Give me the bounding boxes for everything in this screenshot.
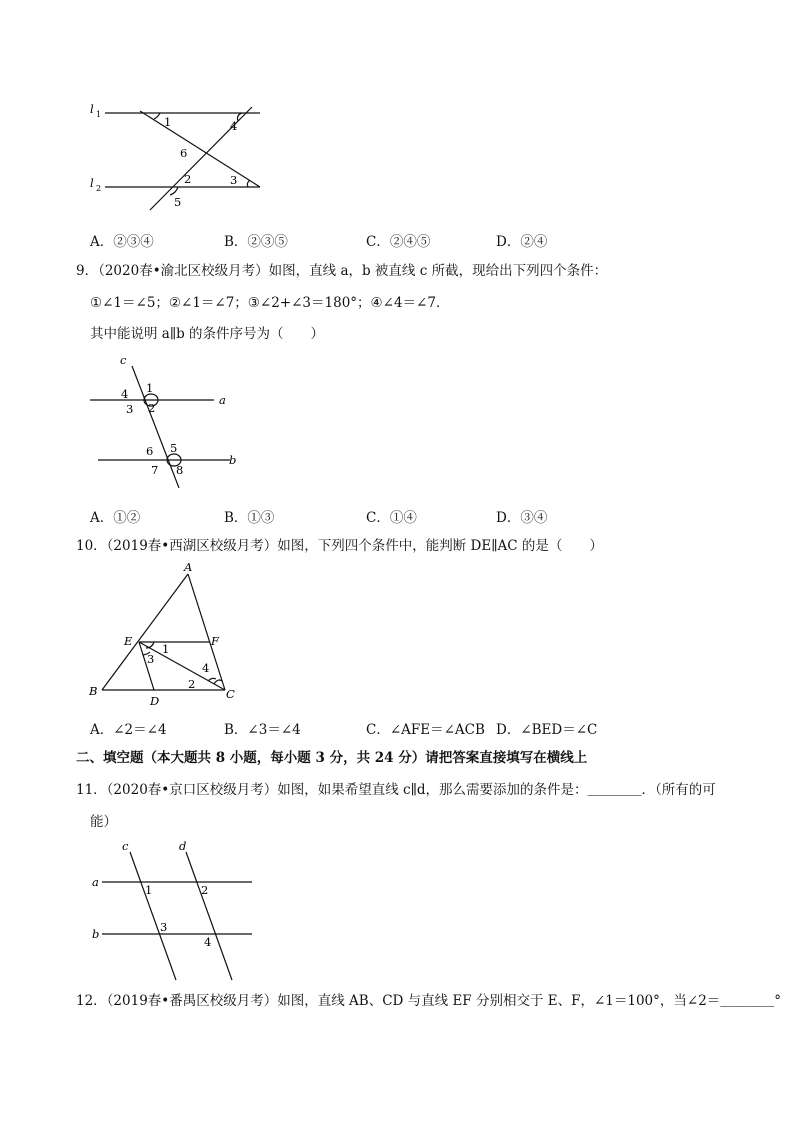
fig-label: 1 <box>164 115 172 129</box>
fig-label: B <box>89 684 98 698</box>
fig-label: d <box>179 839 187 853</box>
fig-label: 1 <box>145 883 153 897</box>
q9-stem: 9．（2020春•渝北区校级月考）如图，直线 a，b 被直线 c 所截，现给出下列四个条件： <box>76 263 608 279</box>
fig-label: 1 <box>146 381 154 395</box>
fig-label: 3 <box>160 920 168 934</box>
fig-label: 3 <box>230 173 238 187</box>
fig-label: b <box>92 927 100 941</box>
q9-choice-a: A．①② <box>90 510 141 526</box>
q8-choice-d: D．②④ <box>496 234 548 250</box>
figure-q8 <box>80 95 280 220</box>
q9-question: 其中能说明 a∥b 的条件序号为（ ） <box>90 326 325 342</box>
q10-choice-d: D．∠BED＝∠C <box>496 722 598 738</box>
fig-label: 5 <box>170 441 178 455</box>
fig-label: 4 <box>202 661 210 675</box>
figure-q9 <box>84 350 254 495</box>
q10-stem: 10．（2019春•西湖区校级月考）如图，下列四个条件中，能判断 DE∥AC 的是（ ） <box>76 538 603 554</box>
q9-conditions: ①∠1＝∠5；②∠1＝∠7；③∠2+∠3＝180°；④∠4＝∠7． <box>90 295 450 311</box>
figure-q11 <box>84 836 264 986</box>
q10-choice-a: A．∠2＝∠4 <box>90 722 167 738</box>
fig-label: 4 <box>204 935 212 949</box>
fig-label: a <box>219 393 226 407</box>
q11-stem: 11．（2020春•京口区校级月考）如图，如果希望直线 c∥d，那么需要添加的条件是：＿＿＿＿．（所有的可 <box>76 782 716 798</box>
q10-choice-c: C．∠AFE＝∠ACB <box>366 722 485 738</box>
q8-choice-c: C．②④⑤ <box>366 234 431 250</box>
fig-label: 4 <box>230 119 238 133</box>
fig-label: c <box>122 839 129 853</box>
q8-choice-a: A．②③④ <box>90 234 154 250</box>
q9-choice-d: D．③④ <box>496 510 548 526</box>
q11-stem-cont: 能） <box>90 814 117 830</box>
fig-label: 3 <box>147 652 155 666</box>
q12-stem: 12．（2019春•番禺区校级月考）如图，直线 AB、CD 与直线 EF 分别相交于 E、F，∠1＝100°，当∠2＝＿＿＿＿° <box>76 993 782 1009</box>
fig-label: D <box>150 694 160 708</box>
fig-label: 2 <box>188 677 196 691</box>
fig-label: A <box>184 560 193 574</box>
fig-label: 2 <box>201 883 209 897</box>
fig-label: a <box>92 875 99 889</box>
fig-label: F <box>211 634 219 648</box>
q9-choice-c: C．①④ <box>366 510 417 526</box>
fig-label: 6 <box>180 146 188 160</box>
fig-label: C <box>226 687 235 701</box>
fig-label: c <box>120 353 127 367</box>
fig-label: l <box>90 176 94 190</box>
fig-label: 1 <box>96 110 102 119</box>
fig-label: E <box>124 634 133 648</box>
fig-label: 8 <box>176 463 184 477</box>
q9-choice-b: B．①③ <box>224 510 275 526</box>
section-heading: 二、填空题（本大题共 8 小题，每小题 3 分，共 24 分）请把答案直接填写在横线上 <box>76 750 588 766</box>
q8-choice-b: B．②③⑤ <box>224 234 288 250</box>
q10-choice-b: B．∠3＝∠4 <box>224 722 301 738</box>
figure-q10 <box>84 560 254 710</box>
fig-label: 2 <box>184 172 192 186</box>
fig-label: l <box>90 102 94 116</box>
fig-label: 1 <box>162 642 170 656</box>
fig-label: b <box>229 453 237 467</box>
fig-label: 2 <box>148 401 156 415</box>
fig-label: 2 <box>96 184 102 193</box>
fig-label: 4 <box>121 387 129 401</box>
fig-label: 5 <box>174 195 182 209</box>
fig-label: 3 <box>126 402 134 416</box>
fig-label: 6 <box>146 444 154 458</box>
fig-label: 7 <box>151 463 159 477</box>
